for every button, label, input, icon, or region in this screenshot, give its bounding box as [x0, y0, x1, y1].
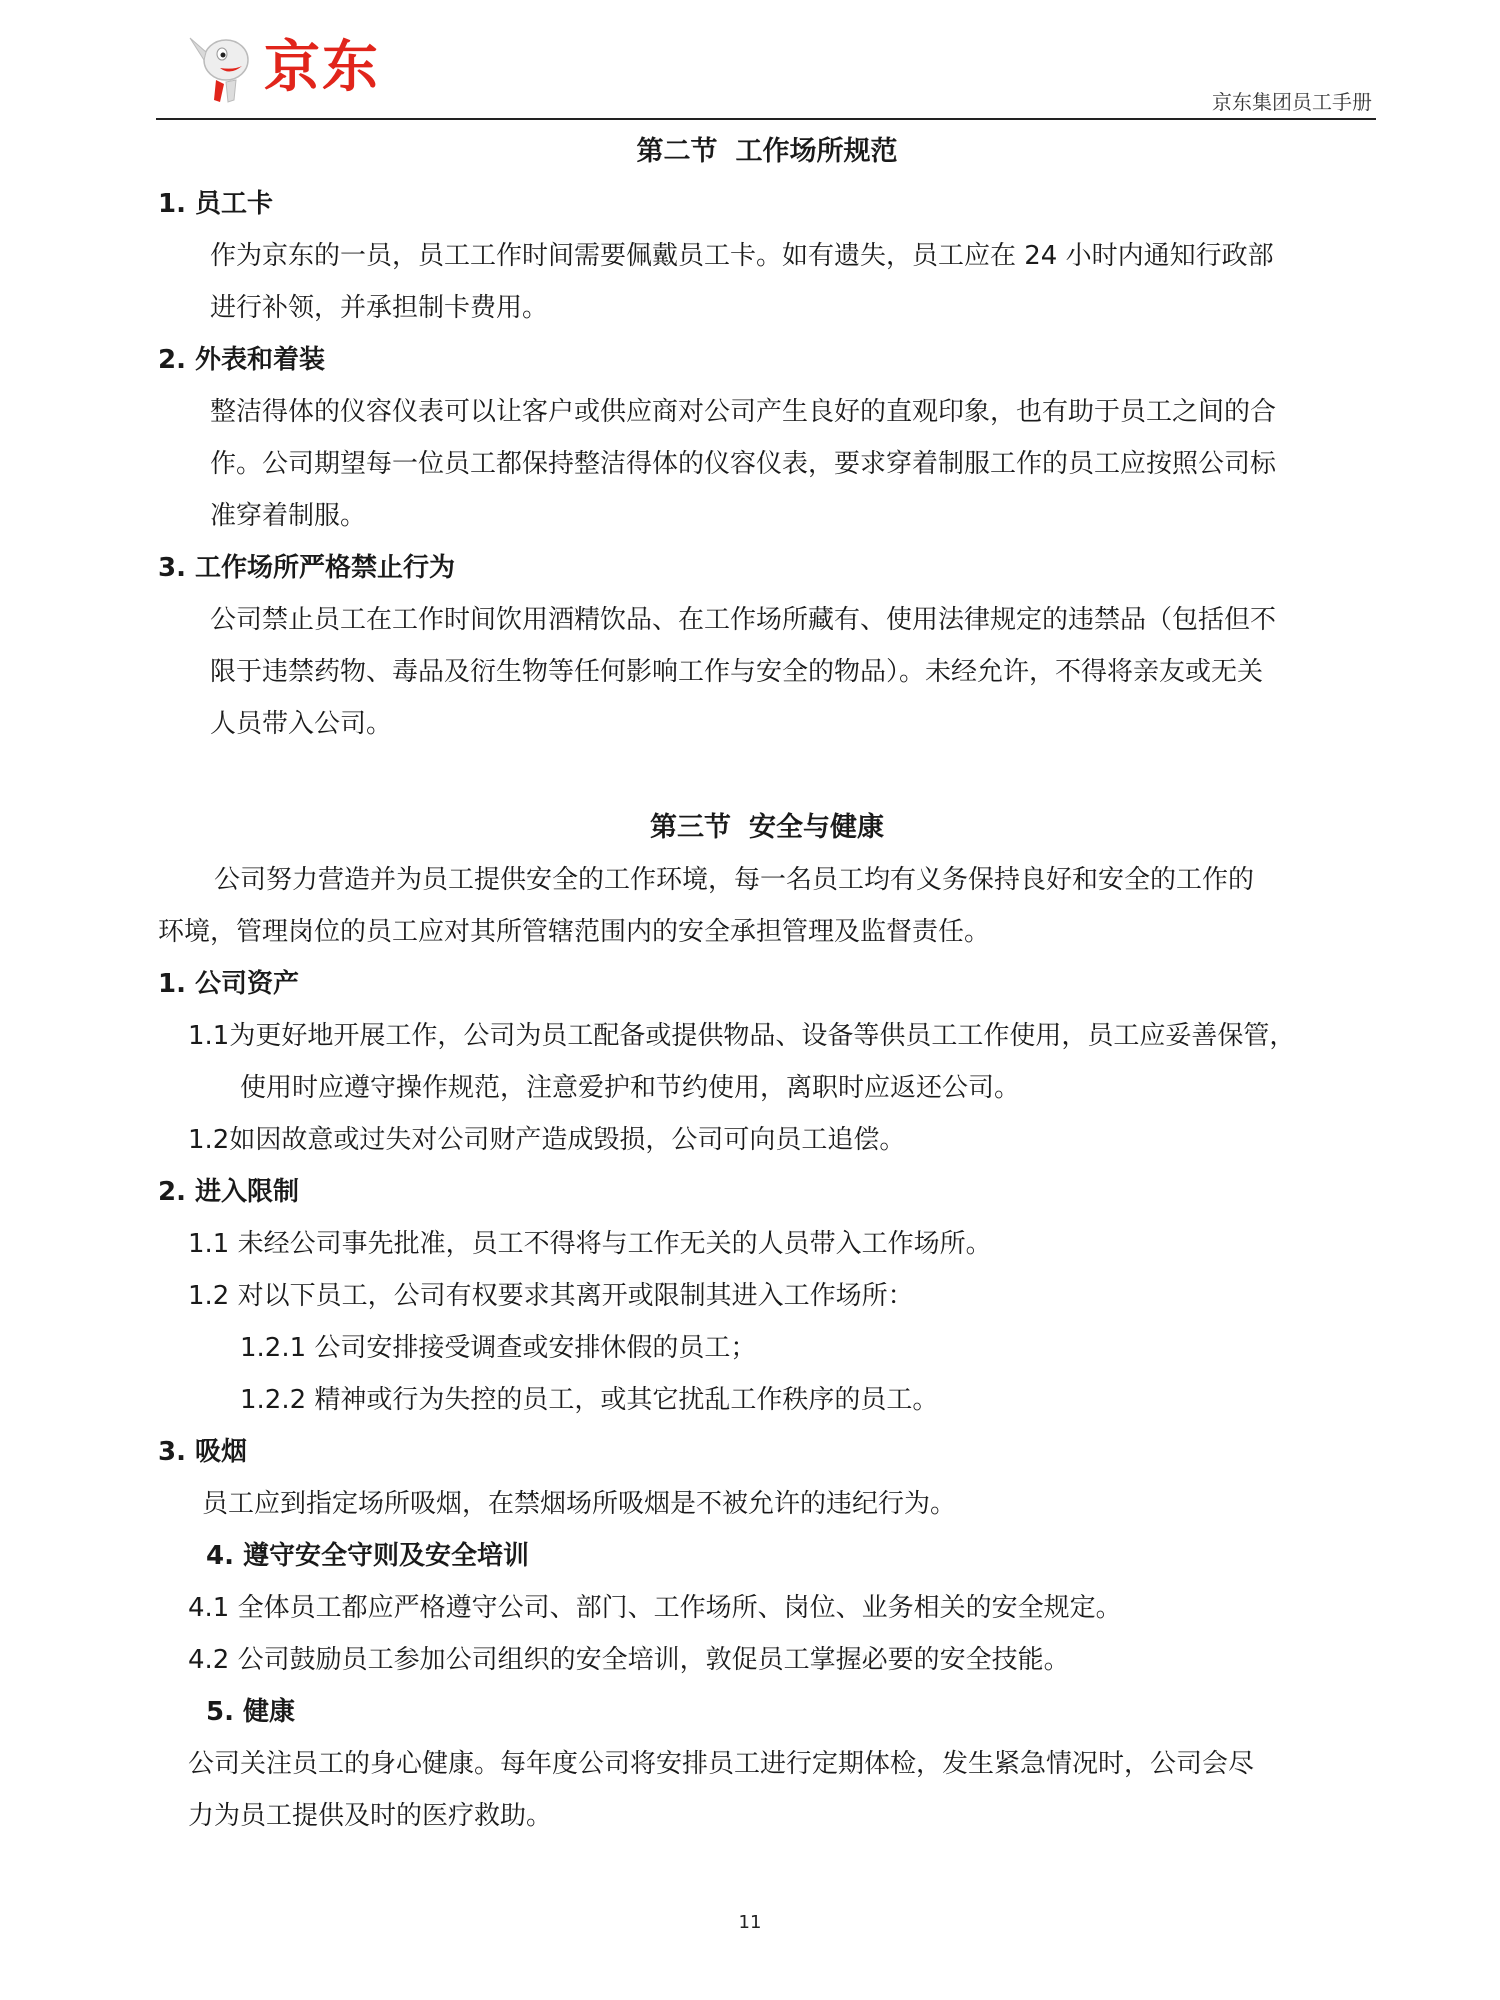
- item-heading: 1. 公司资产: [158, 969, 300, 999]
- item-body: 员工应到指定场所吸烟，在禁烟场所吸烟是不被允许的违纪行为。: [202, 1489, 957, 1519]
- item-body: 作为京东的一员，员工工作时间需要佩戴员工卡。如有遗失，员工应在 24 小时内通知行政部 进行补领，并承担制卡费用。: [210, 241, 1274, 323]
- item-body: 整洁得体的仪容仪表可以让客户或供应商对公司产生良好的直观印象，也有助于员工之间的合 作。公司期望每一位员工都保持整洁得体的仪容仪表，要求穿着制服工作的员工应按照公司标 准穿着制服。: [210, 397, 1277, 531]
- item-heading: 3. 工作场所严格禁止行为: [158, 553, 456, 583]
- item-heading: 2. 外表和着装: [158, 345, 326, 375]
- item-body: 1.1为更好地开展工作，公司为员工配备或提供物品、设备等供员工工作使用，员工应妥善保管， 使用时应遵守操作规范，注意爱护和节约使用，离职时应返还公司。 1.2如因故意或过失对公司财产造成毁损，公司可向员工追偿。: [188, 1021, 1296, 1155]
- item-heading: 2. 进入限制: [158, 1177, 300, 1207]
- item-heading: 4. 遵守安全守则及安全培训: [206, 1541, 530, 1571]
- handbook-title: 京东集团员工手册: [1212, 90, 1372, 114]
- item-body: 4.1 全体员工都应严格遵守公司、部门、工作场所、岗位、业务相关的安全规定。 4.2 公司鼓励员工参加公司组织的安全培训，敦促员工掌握必要的安全技能。: [188, 1593, 1122, 1675]
- page-content: [158, 126, 1376, 1842]
- header-divider: [156, 118, 1376, 120]
- item-body: 公司关注员工的身心健康。每年度公司将安排员工进行定期体检，发生紧急情况时，公司会尽 力为员工提供及时的医疗救助。: [188, 1749, 1255, 1831]
- section-spacer: [158, 750, 1376, 802]
- jd-mascot-icon: [184, 30, 264, 110]
- section-3-title: 第三节 安全与健康: [650, 812, 884, 843]
- item-body: 公司禁止员工在工作时间饮用酒精饮品、在工作场所藏有、使用法律规定的违禁品（包括但不 限于违禁药物、毒品及衍生物等任何影响工作与安全的物品）。未经允许，不得将亲友或无关 人员带入公司。: [210, 605, 1277, 739]
- section-2-title: 第二节 工作场所规范: [636, 136, 898, 167]
- jd-logo-text: 京东: [264, 35, 380, 100]
- item-heading: 3. 吸烟: [158, 1437, 248, 1467]
- page-number: 11: [738, 1912, 762, 1933]
- item-body: 1.1 未经公司事先批准，员工不得将与工作无关的人员带入工作场所。 1.2 对以下员工，公司有权要求其离开或限制其进入工作场所： 1.2.1 公司安排接受调查或安排休假的员工； 1.2.2 精神或行为失控的员工，或其它扰乱工作秩序的员工。: [188, 1229, 992, 1415]
- item-heading: 5. 健康: [206, 1697, 296, 1727]
- section-3-intro: 公司努力营造并为员工提供安全的工作环境，每一名员工均有义务保持良好和安全的工作的 环境，管理岗位的员工应对其所管辖范围内的安全承担管理及监督责任。: [158, 865, 1255, 947]
- item-heading: 1. 员工卡: [158, 189, 274, 219]
